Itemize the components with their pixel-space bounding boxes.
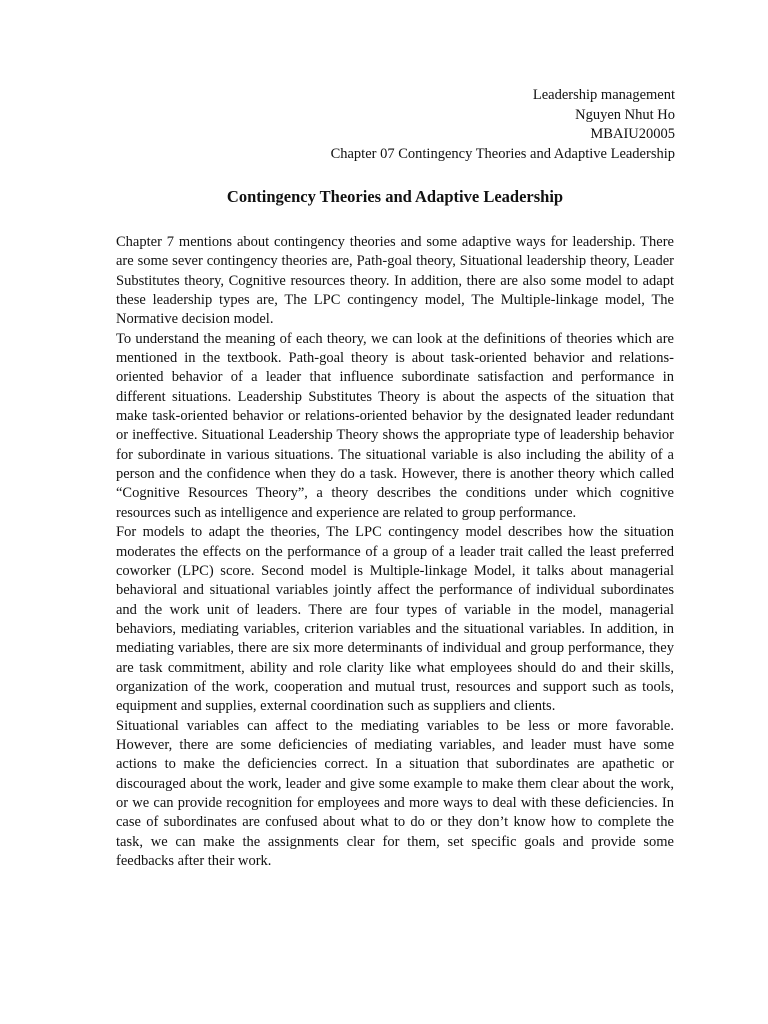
- student-id: MBAIU20005: [590, 126, 675, 142]
- body-paragraph: Situational variables can affect to the mediating variables to be less or more favorable. However, there are some deficiencies of mediating variables, and leader must have some actions to make the deficiencies correct. In a situation that subordinates are apathetic or discouraged about the work, leader and give some example to make them clear about the work, or we can provide recognition for employees and more ways to deal with these deficiencies. In case of subordinates are confused about what to do or they don’t know how to complete the task, we can make the assignments clear for them, set specific goals and provide some feedbacks after their work.: [116, 717, 674, 869]
- document-header: [331, 86, 675, 164]
- chapter-title: Chapter 07 Contingency Theories and Adaptive Leadership: [330, 145, 675, 162]
- course-name: Leadership management: [532, 87, 675, 103]
- body-paragraph: Chapter 7 mentions about contingency theories and some adaptive ways for leadership. There are some sever contingency theories are, Path-goal theory, Situational leadership theory, Leader Substitutes theory, Cognitive resources theory. In addition, there are also some model to adapt these leadership types are, The LPC contingency model, The Multiple-linkage model, The Normative decision model.: [116, 234, 674, 328]
- document-title: Contingency Theories and Adaptive Leadership: [226, 187, 564, 206]
- author-name: Nguyen Nhut Ho: [575, 106, 675, 123]
- body-paragraph: For models to adapt the theories, The LPC contingency model describes how the situation moderates the effects on the performance of a group of a leader trait called the least preferred coworker (LPC) score. Second model is Multiple-linkage Model, it talks about managerial behavioral and situational variables jointly affect the performance of individual subordinates and the work unit of leaders. There are four types of variable in the model, managerial behaviors, mediating variables, criterion variables and the situational variables. In addition, in mediating variables, there are six more determinants of individual and group performance, they are task commitment, ability and role clarity like what employees should do and their skills, organization of the work, cooperation and mutual trust, resources and support such as tools, equipment and supplies, external coordination such as suppliers and clients.: [116, 524, 674, 715]
- body-paragraph: To understand the meaning of each theory, we can look at the definitions of theories which are mentioned in the textbook. Path-goal theory is about task-oriented behavior and relations-oriented behavior of a leader that influence subordinate satisfaction and performance in different situations. Leadership Substitutes Theory is about the aspects of the situation that make task-oriented behavior or relations-oriented behavior by the designated leader redundant or ineffective. Situational Leadership Theory shows the appropriate type of leadership behavior for subordinate in various situations. The situational variable is also including the ability of a person and the confidence when they do a task. However, there is another theory which called “Cognitive Resources Theory”, a theory describes the conditions under which cognitive resources such as intelligence and experience are related to group performance.: [116, 330, 674, 521]
- document-body: [116, 233, 674, 871]
